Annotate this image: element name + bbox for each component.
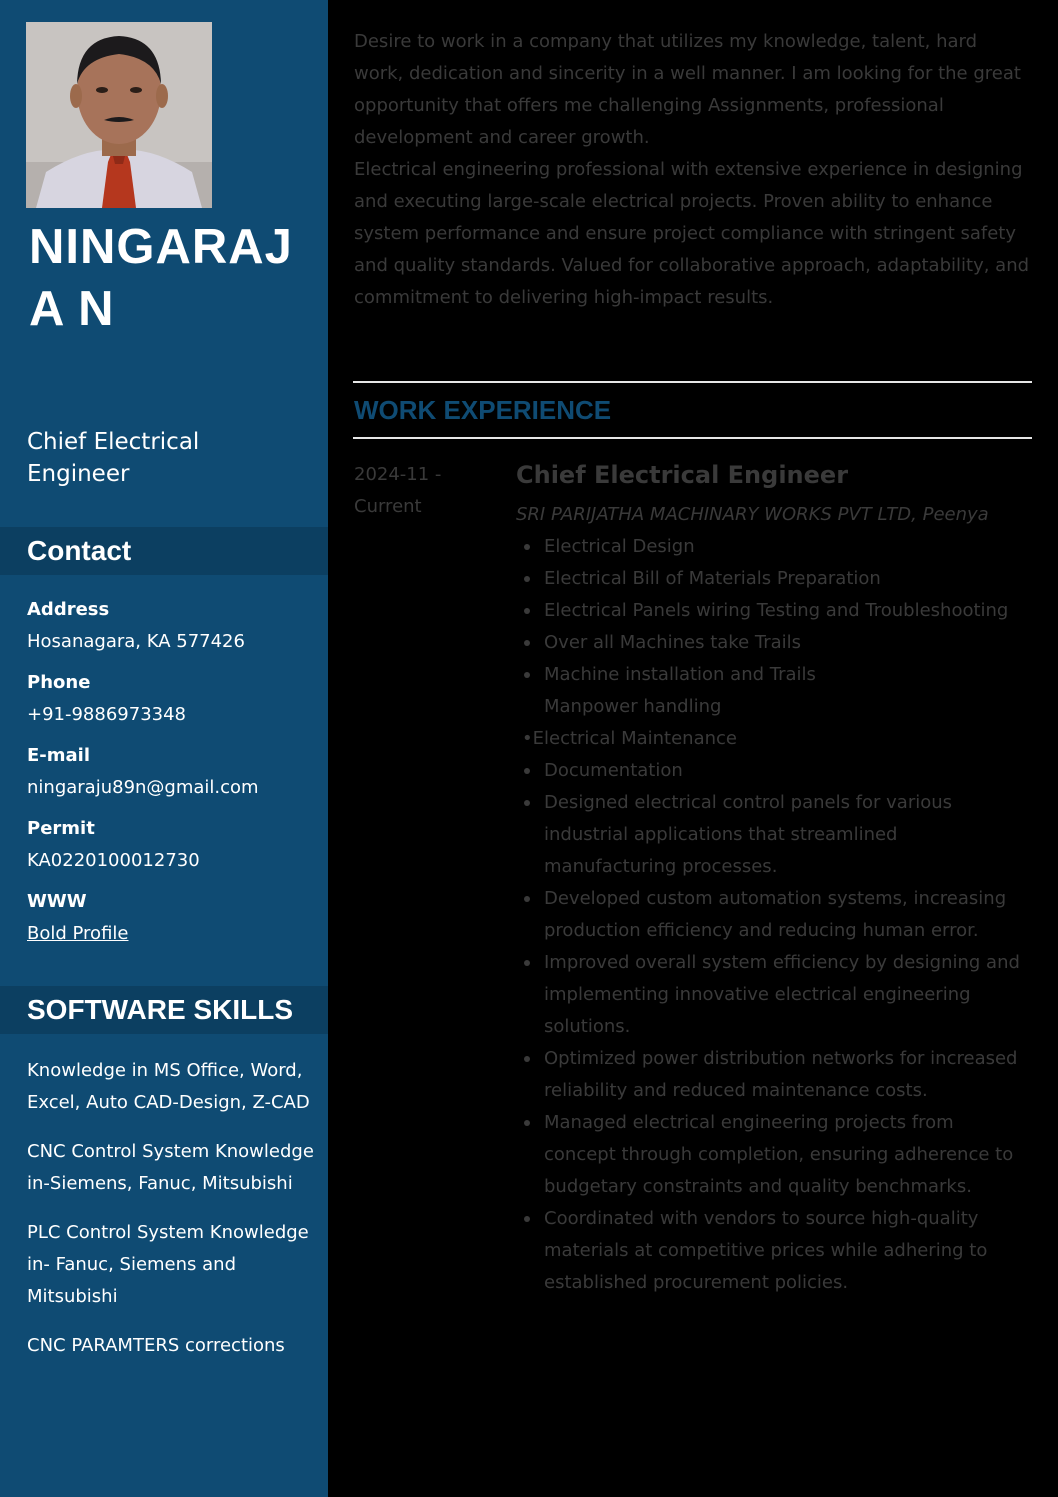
job-entry: [516, 458, 1030, 1299]
contact-list: [27, 594, 317, 950]
job-dates: [354, 459, 504, 523]
work-experience-heading: WORK EXPERIENCE: [354, 395, 612, 425]
skill-item: PLC Control System Knowledge in- Fanuc, Siemens and Mitsubishi: [27, 1222, 309, 1307]
duty-item: Documentation: [516, 755, 1030, 787]
summary-profile: Electrical engineering professional with extensive experience in designing and executing large-scale electrical projects. Proven ability to enhance system performance and ensure project compliance with stringent safety and quality standards. Valued for collaborative approach, adaptability, and commitment to delivering high-impact results.: [354, 159, 1030, 308]
skill-item: CNC Control System Knowledge in-Siemens, Fanuc, Mitsubishi: [27, 1141, 314, 1194]
duty-item: Electrical Bill of Materials Preparation: [516, 563, 1030, 595]
duties-list-a: [516, 531, 1030, 691]
duty-inline-bullet: •Electrical Maintenance: [522, 728, 737, 749]
duty-item: Designed electrical control panels for various industrial applications that streamlined manufacturing processes.: [516, 787, 1030, 883]
portrait-illustration: [26, 22, 212, 208]
duty-item: Electrical Panels wiring Testing and Troubleshooting: [516, 595, 1030, 627]
summary-objective: Desire to work in a company that utilizes my knowledge, talent, hard work, dedication and sincerity in a well manner. I am looking for the great opportunity that offers me challenging Assignments, professional development and career growth.: [354, 31, 1021, 148]
duties-list-b: [516, 755, 1030, 1299]
job-title: Chief Electrical Engineer: [516, 461, 849, 489]
address-value: Hosanagara, KA 577426: [27, 631, 245, 652]
divider-top: [353, 381, 1032, 383]
duty-plain-line: Manpower handling: [544, 696, 722, 717]
profile-photo: [26, 22, 212, 208]
phone-label: Phone: [27, 672, 91, 693]
duty-item: Over all Machines take Trails: [516, 627, 1030, 659]
software-skills-heading: SOFTWARE SKILLS: [0, 986, 328, 1034]
candidate-name: NINGARAJA N: [29, 220, 293, 336]
job-company: SRI PARIJATHA MACHINARY WORKS PVT LTD, Peenya: [516, 504, 989, 525]
contact-heading: Contact: [0, 527, 328, 575]
permit-label: Permit: [27, 818, 95, 839]
skill-item: Knowledge in MS Office, Word, Excel, Auto CAD-Design, Z-CAD: [27, 1060, 310, 1113]
divider-bottom: [353, 437, 1032, 439]
duty-item: Optimized power distribution networks for increased reliability and reduced maintenance costs.: [516, 1043, 1030, 1107]
duty-item: Developed custom automation systems, increasing production efficiency and reducing human error.: [516, 883, 1030, 947]
www-label: WWW: [27, 891, 87, 912]
address-label: Address: [27, 599, 110, 620]
duty-item: Electrical Design: [516, 531, 1030, 563]
email-label: E-mail: [27, 745, 91, 766]
email-value: ningaraju89n@gmail.com: [27, 777, 259, 798]
sidebar: [0, 0, 328, 1497]
duty-item: Improved overall system efficiency by designing and implementing innovative electrical engineering solutions.: [516, 947, 1030, 1043]
permit-value: KA0220100012730: [27, 850, 200, 871]
software-skills-list: [27, 1055, 317, 1379]
duty-item: Machine installation and Trails: [516, 659, 1030, 691]
profile-link[interactable]: Bold Profile: [27, 923, 129, 944]
job-date-end: Current: [354, 496, 422, 517]
duty-item: Managed electrical engineering projects from concept through completion, ensuring adherence to budgetary constraints and quality benchmarks.: [516, 1107, 1030, 1203]
summary: [354, 26, 1030, 314]
candidate-title: Chief Electrical Engineer: [27, 429, 200, 487]
job-date-start: 2024-11 -: [354, 464, 442, 485]
phone-value: +91-9886973348: [27, 704, 187, 725]
duty-item: Coordinated with vendors to source high-quality materials at competitive prices while adhering to established procurement policies.: [516, 1203, 1030, 1299]
skill-item: CNC PARAMTERS corrections: [27, 1335, 285, 1356]
